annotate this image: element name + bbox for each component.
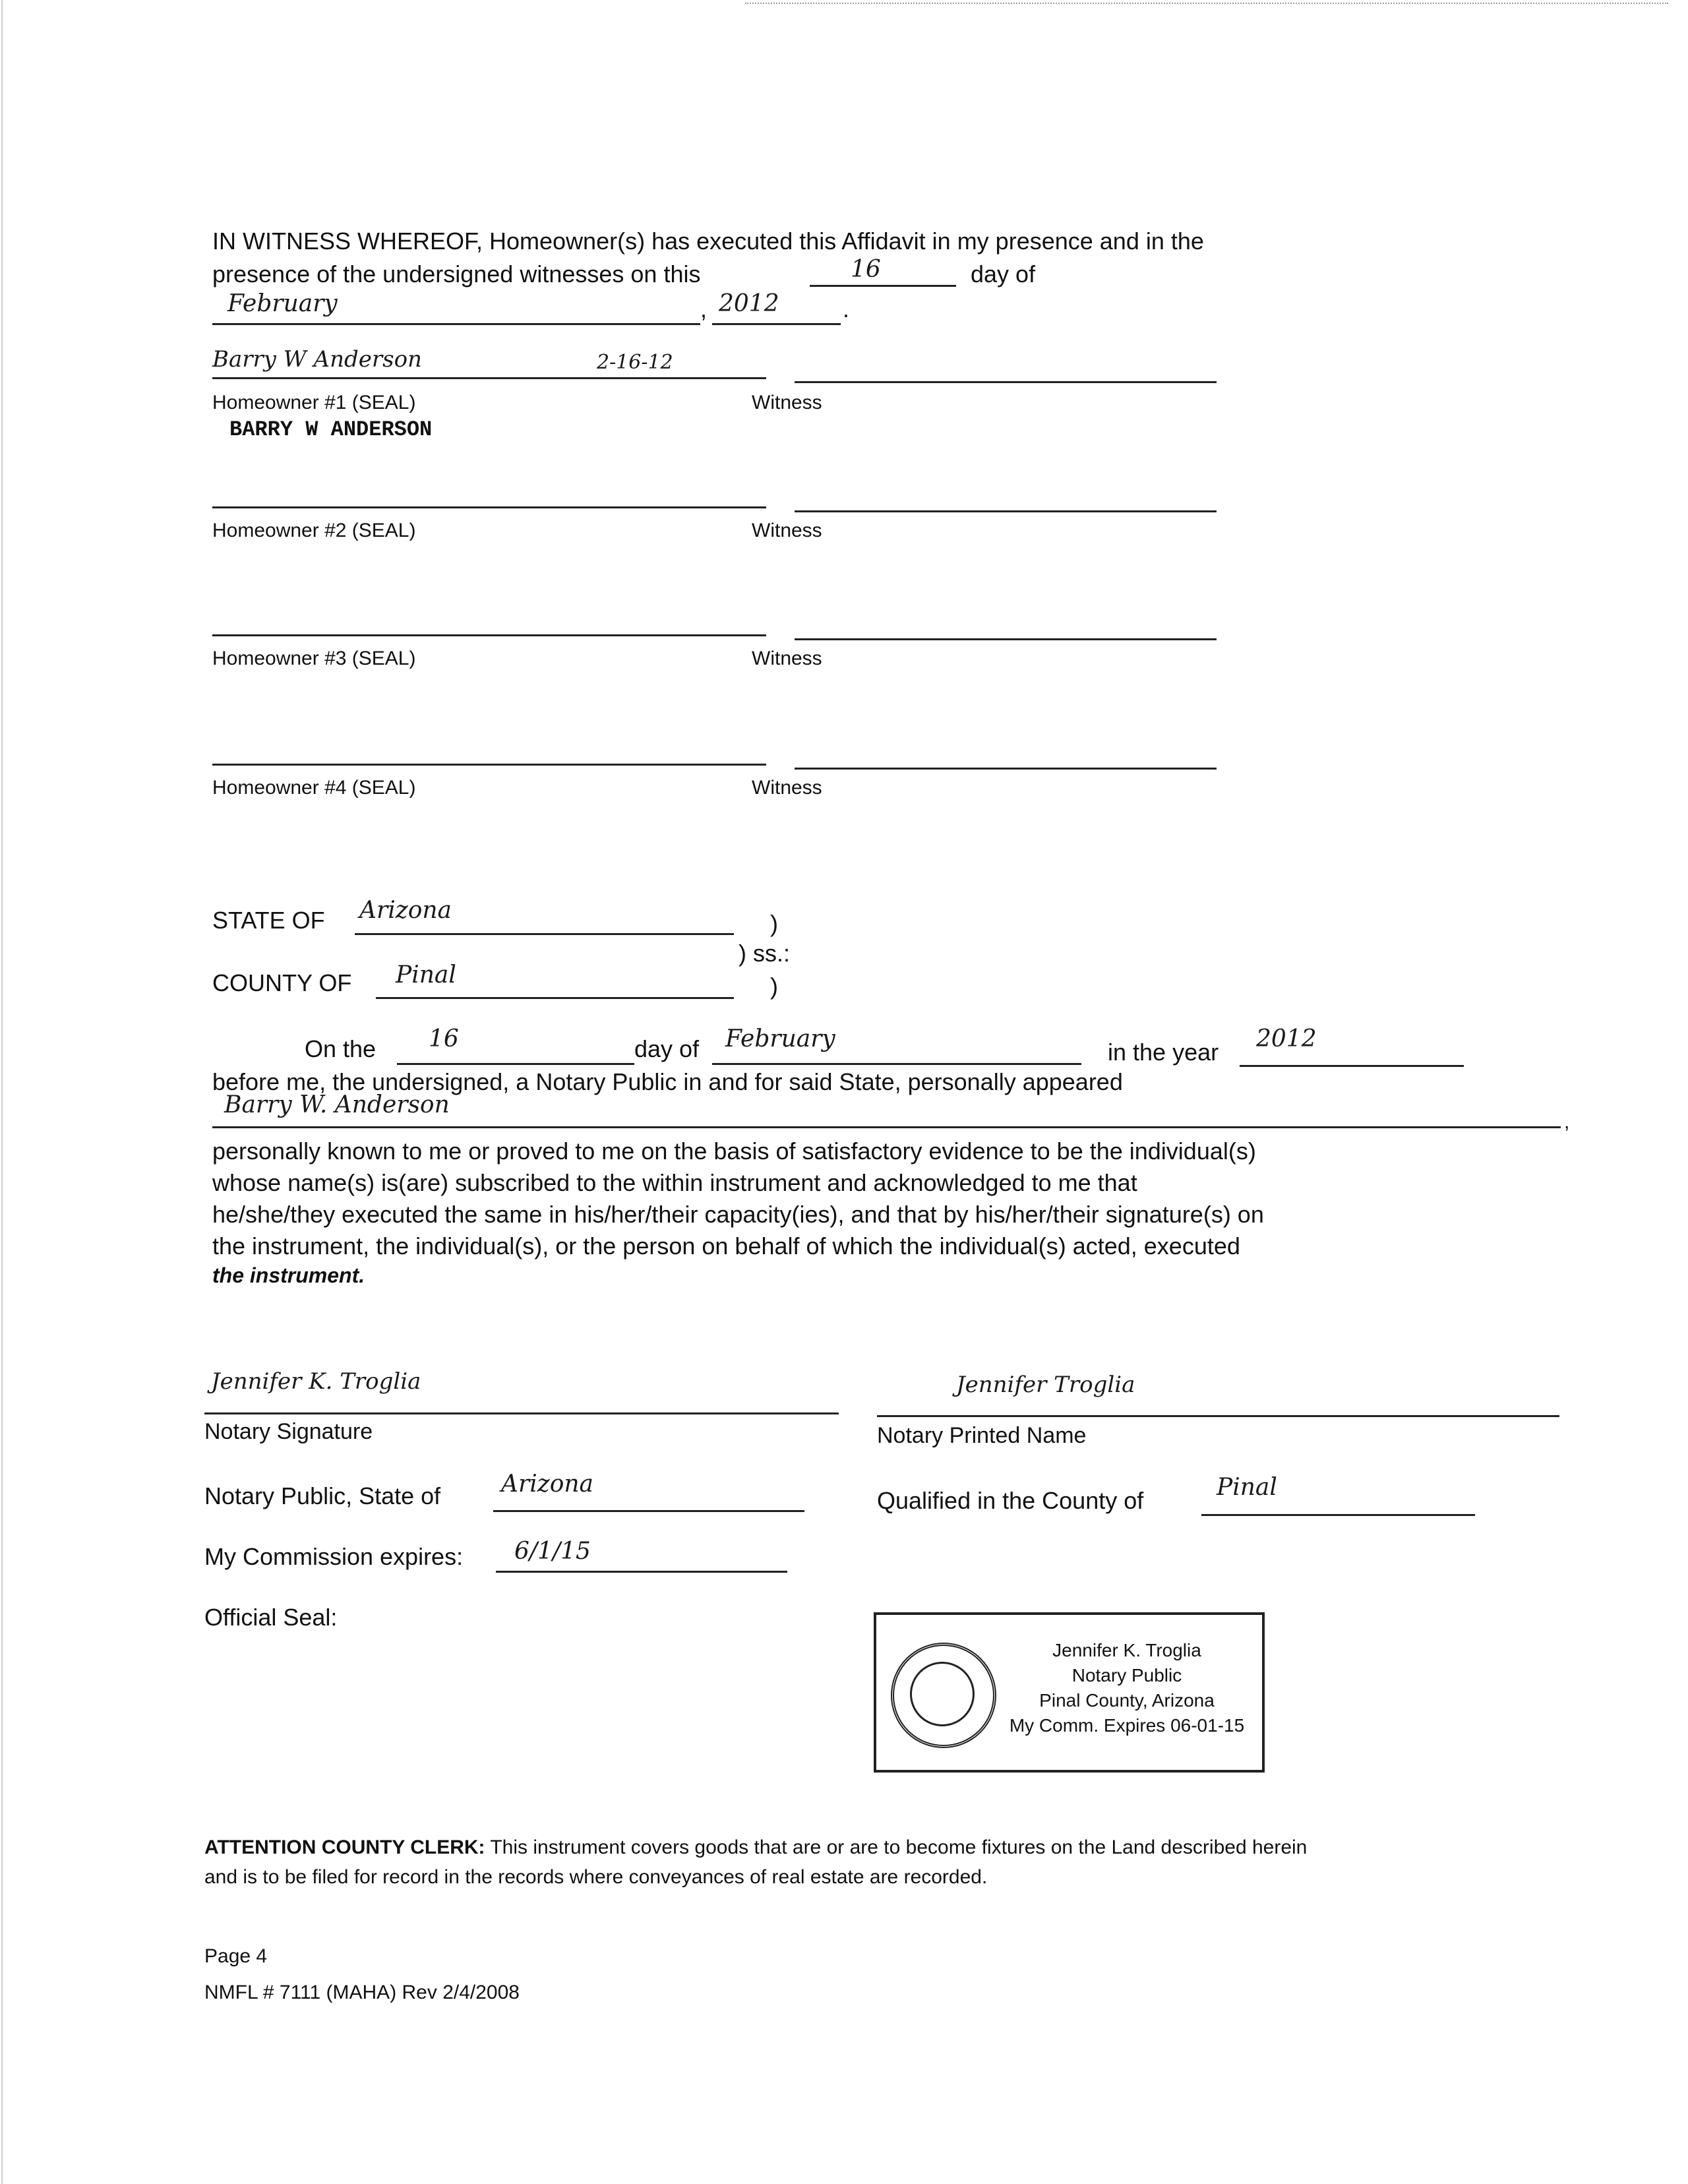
- scan-top-edge: [745, 3, 1668, 4]
- ack-line-4: personally known to me or proved to me on the basis of satisfactory evidence to be the individual(s): [212, 1138, 1256, 1165]
- notary-printed-name: Jennifer Troglia: [956, 1372, 1135, 1398]
- state-handwritten: Arizona: [359, 897, 452, 924]
- homeowner-4-label: Homeowner #4 (SEAL): [212, 777, 416, 799]
- witness-comma: ,: [700, 295, 708, 322]
- state-seal-inner-icon: [910, 1662, 975, 1726]
- homeowner-1-sign-date: 2-16-12: [597, 351, 673, 374]
- witness-clause-line-1: IN WITNESS WHEREOF, Homeowner(s) has executed this Affidavit in my presence and in the: [212, 228, 1204, 255]
- witness-1-label: Witness: [752, 392, 822, 413]
- page-number: Page 4: [204, 1945, 268, 1967]
- witness-month-handwritten: February: [227, 290, 338, 317]
- witness-year-line: [712, 323, 841, 325]
- notary-state-handwritten: Arizona: [501, 1471, 594, 1498]
- scan-left-edge: [1, 0, 3, 2184]
- stamp-expires: My Comm. Expires 06-01-15: [1009, 1715, 1245, 1736]
- witness-clause-line-2-prefix: presence of the undersigned witnesses on this: [212, 260, 701, 288]
- witness-1-signature-line[interactable]: [795, 381, 1217, 383]
- witness-day-line: [810, 285, 956, 287]
- ack-line-8: the instrument.: [212, 1263, 365, 1287]
- witness-4-signature-line[interactable]: [795, 768, 1217, 770]
- attention-line-2: and is to be filed for record in the records where conveyances of real estate are recorded.: [204, 1866, 988, 1888]
- witness-year-handwritten: 2012: [719, 290, 779, 317]
- ack-on-the: On the: [305, 1035, 377, 1062]
- venue-ss: ) ss.:: [738, 940, 790, 967]
- notary-commission-line: [496, 1571, 787, 1573]
- witness-4-label: Witness: [752, 777, 822, 799]
- ack-line-7: the instrument, the individual(s), or the person on behalf of which the individual(s) acted, executed: [212, 1232, 1240, 1259]
- homeowner-2-signature-line[interactable]: [212, 506, 766, 508]
- notary-county-label: Qualified in the County of: [877, 1487, 1144, 1514]
- witness-clause-line-2-suffix: day of: [971, 260, 1036, 288]
- notary-stamp: [874, 1612, 1265, 1773]
- ack-year-handwritten: 2012: [1256, 1025, 1317, 1052]
- notary-county-line: [1201, 1514, 1475, 1516]
- state-line: [355, 933, 734, 935]
- homeowner-1-label: Homeowner #1 (SEAL): [212, 392, 416, 413]
- witness-day-handwritten: 16: [851, 256, 881, 283]
- ack-in-the-year: in the year: [1108, 1039, 1219, 1066]
- homeowner-1-printed-name: BARRY W ANDERSON: [229, 417, 433, 442]
- ack-month-handwritten: February: [725, 1025, 835, 1052]
- ack-month-line: [712, 1063, 1081, 1065]
- ack-trailing-comma: ,: [1564, 1111, 1570, 1133]
- notary-signature-label: Notary Signature: [204, 1419, 373, 1444]
- notary-printed-name-line: [877, 1415, 1559, 1417]
- ack-line-6: he/she/they executed the same in his/her/their capacity(ies), and that by his/her/their signature(s) on: [212, 1201, 1264, 1228]
- notary-state-label: Notary Public, State of: [204, 1482, 441, 1509]
- witness-2-signature-line[interactable]: [795, 510, 1217, 512]
- state-seal-icon: [891, 1643, 996, 1748]
- attention-label: ATTENTION COUNTY CLERK:: [204, 1836, 485, 1858]
- homeowner-1-signature-line: [212, 377, 766, 379]
- notary-signature: Jennifer K. Troglia: [211, 1368, 421, 1395]
- venue-paren-top: ): [770, 910, 778, 937]
- ack-appeared-line: [212, 1126, 1561, 1128]
- notary-printed-name-label: Notary Printed Name: [877, 1423, 1087, 1448]
- witness-3-label: Witness: [752, 648, 822, 669]
- venue-paren-bottom: ): [770, 973, 778, 1000]
- witness-2-label: Witness: [752, 520, 822, 541]
- ack-day-handwritten: 16: [429, 1025, 459, 1052]
- notary-commission-label: My Commission expires:: [204, 1543, 464, 1570]
- witness-period: .: [843, 295, 850, 322]
- notary-state-line: [493, 1510, 804, 1512]
- witness-month-line: [212, 323, 700, 325]
- attention-line-1: [204, 1836, 1307, 1859]
- ack-appeared-name: Barry W. Anderson: [224, 1091, 450, 1118]
- notary-stamp-text: [1002, 1638, 1252, 1738]
- notary-seal-label: Official Seal:: [204, 1604, 338, 1631]
- state-label: STATE OF: [212, 907, 325, 934]
- witness-3-signature-line[interactable]: [795, 638, 1217, 640]
- stamp-name: Jennifer K. Troglia: [1052, 1640, 1201, 1660]
- homeowner-3-label: Homeowner #3 (SEAL): [212, 648, 416, 669]
- county-label: COUNTY OF: [212, 969, 352, 996]
- homeowner-2-label: Homeowner #2 (SEAL): [212, 520, 416, 541]
- ack-year-line: [1240, 1065, 1464, 1067]
- notary-county-handwritten: Pinal: [1217, 1474, 1277, 1501]
- form-id: NMFL # 7111 (MAHA) Rev 2/4/2008: [204, 1982, 520, 2003]
- homeowner-3-signature-line[interactable]: [212, 634, 766, 636]
- notary-commission-handwritten: 6/1/15: [514, 1538, 591, 1565]
- homeowner-4-signature-line[interactable]: [212, 764, 766, 766]
- attention-text-1: This instrument covers goods that are or are to become fixtures on the Land described herein: [490, 1836, 1308, 1858]
- ack-day-of: day of: [634, 1035, 700, 1062]
- stamp-county: Pinal County, Arizona: [1039, 1690, 1215, 1711]
- notary-signature-line: [204, 1412, 839, 1414]
- homeowner-1-signature: Barry W Anderson: [212, 346, 422, 373]
- stamp-title: Notary Public: [1071, 1665, 1182, 1685]
- ack-line-5: whose name(s) is(are) subscribed to the within instrument and acknowledged to me that: [212, 1169, 1137, 1196]
- ack-line-2: before me, the undersigned, a Notary Public in and for said State, personally appeared: [212, 1068, 1123, 1095]
- county-handwritten: Pinal: [396, 961, 456, 988]
- county-line: [376, 997, 734, 999]
- ack-day-line: [397, 1063, 634, 1065]
